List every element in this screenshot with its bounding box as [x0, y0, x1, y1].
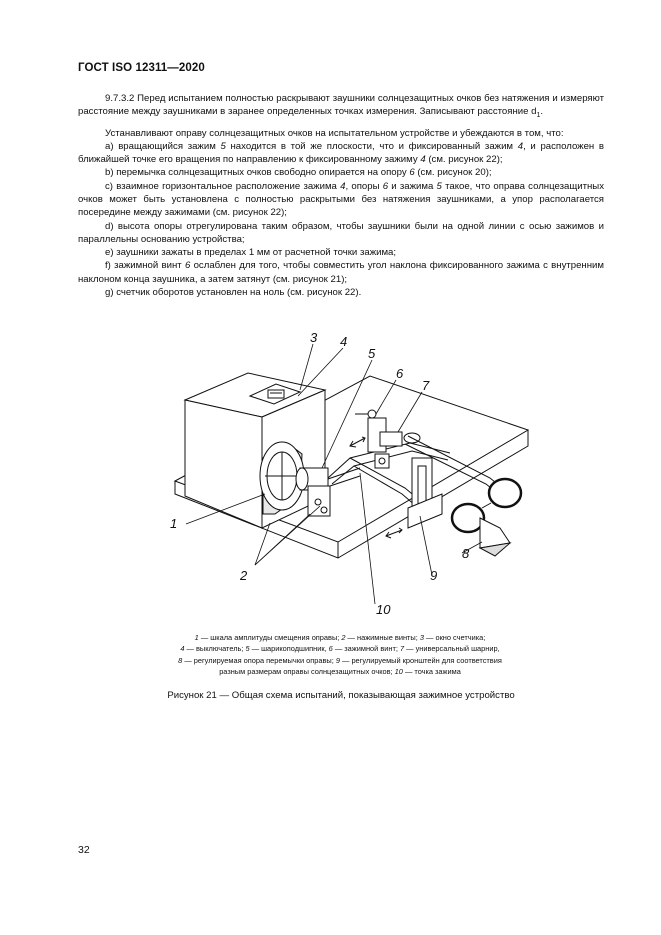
bridge-support: [480, 518, 510, 556]
figure-legend: [120, 632, 560, 678]
list-item-a: а) вращающийся зажим 5 находится в той же плоскости, что и фиксированный зажим 4, и расположен в ближайшей точке его вращения по направлению к фиксированному зажиму 4 (см. рисунок 22);: [78, 140, 605, 166]
label-1: 1: [170, 516, 178, 531]
list-item-f: f) зажимной винт 6 ослаблен для того, чтобы совместить угол наклона фиксированного зажима с внутренним наклоном конца заушника, а затем затянут (см. рисунок 21);: [78, 260, 604, 285]
label-3: 3: [310, 330, 318, 345]
legend-line-3: 8 — регулируемая опора перемычки оправы; 9 — регулируемый кронштейн для соответствия: [178, 655, 502, 665]
document-header: ГОСТ ISO 12311—2020: [78, 62, 205, 74]
list-item-d: d) высота опоры отрегулирована таким образом, чтобы заушники были на одной линии с осью зажимов и параллельны основанию устройства;: [78, 220, 604, 245]
label-5: 5: [368, 346, 376, 361]
body-text: [78, 92, 604, 299]
legend-line-4: разным размерам оправы солнцезащитных очков; 10 — точка зажима: [219, 667, 461, 677]
figure-caption: Рисунок 21 — Общая схема испытаний, показывающая зажимное устройство: [167, 690, 515, 701]
paragraph-9-7-3-2: 9.7.3.2 Перед испытанием полностью раскрывают заушники солнцезащитных очков без натяжения и измеряют расстояние между заушниками в заранее определенных точках измерения. Записывают расстояние $d_1$.: [78, 93, 604, 120]
label-10: 10: [376, 602, 391, 617]
list-item-b: b) перемычка солнцезащитных очков свободно опирается на опору 6 (см. рисунок 20);: [105, 167, 492, 179]
label-4: 4: [340, 334, 348, 349]
list-item-c: с) взаимное горизонтальное расположение зажима 4, опоры 6 и зажима 5 такое, что оправа солнцезащитных очков может быть установлена с полностью раскрытыми без натяжения заушниками, а упор располагается посередине между зажимами (см. рисунок 22);: [78, 180, 604, 219]
list-item-e: е) заушники зажаты в пределах 1 мм от расчетной точки зажима;: [105, 247, 397, 259]
page-number: 32: [78, 844, 90, 856]
test-apparatus-figure: [150, 318, 530, 628]
label-9: 9: [430, 568, 438, 583]
label-7: 7: [422, 378, 430, 393]
paragraph-setup: Устанавливают оправу солнцезащитных очков на испытательном устройстве и убеждаются в том, что:: [105, 127, 564, 139]
label-6: 6: [396, 366, 404, 381]
list-item-g: g) счетчик оборотов установлен на ноль (см. рисунок 22).: [105, 287, 362, 299]
label-2: 2: [240, 568, 248, 583]
legend-line-1: 1 — шкала амплитуды смещения оправы; 2 — нажимные винты; 3 — окно счетчика;: [194, 633, 486, 642]
legend-line-2: 4 — выключатель; 5 — шарикоподшипник, 6 — зажимной винт; 7 — универсальный шарнир,: [180, 644, 500, 654]
label-8: 8: [462, 546, 470, 561]
